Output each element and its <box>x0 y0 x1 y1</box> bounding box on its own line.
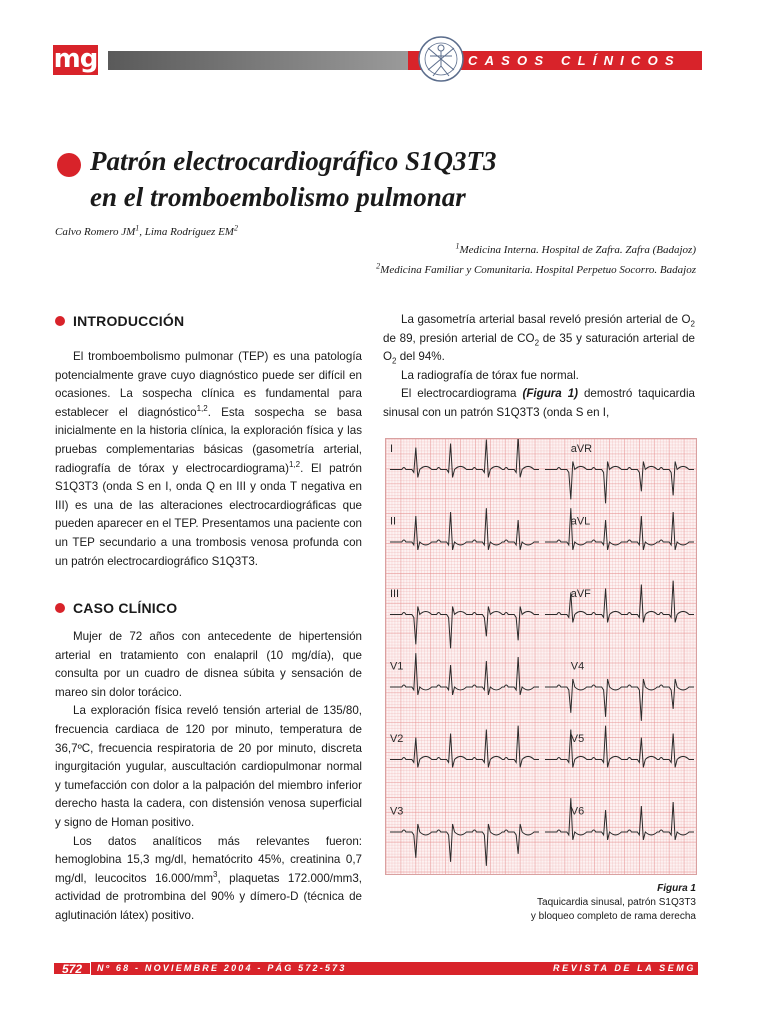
medical-emblem-icon <box>416 34 466 84</box>
paragraph: Mujer de 72 años con antecedente de hipertensión arterial en tratamiento con enalapril (10 mg/día), que consulta por un cuadro de disnea súbita y sensación de mareo sin dolor torácico. <box>55 630 362 699</box>
caption-line: Taquicardia sinusal, patrón S1Q3T3 <box>537 897 696 908</box>
figure-caption <box>531 882 696 924</box>
figure-title: Figura 1 <box>657 883 696 894</box>
caption-line: y bloqueo completo de rama derecha <box>530 911 696 922</box>
article-title <box>90 143 710 215</box>
ecg-lead-label: aVL <box>570 515 591 528</box>
title-line-1: Patrón electrocardiográfico S1Q3T3 <box>90 146 497 176</box>
right-column-text <box>383 311 695 423</box>
paragraph: Los datos analíticos más relevantes fueron: hemoglobina 15,3 mg/dl, hematócrito 45%, creatinina 0,7 mg/dl, leucocitos $16.000/mm^3$, plaquetas 172.000/mm3, actividad de protrombina del 90% y dímero-D (técnica de aglutinación látex) positivo. <box>55 834 362 922</box>
heading-introduccion: INTRODUCCIÓN <box>55 313 184 329</box>
section-label: CASOS CLÍNICOS <box>468 53 681 68</box>
ecg-lead-label: V3 <box>389 805 404 818</box>
journal-logo: mg <box>53 44 98 74</box>
ecg-lead-label: V4 <box>570 660 585 673</box>
paragraph: La gasometría arterial basal reveló presión arterial de $O_2$ de 89, presión arterial de $CO_2$ de 35 y saturación arterial de $O_2$ del 94%. <box>383 313 695 366</box>
affiliation-2: $^2$Medicina Familiar y Comunitaria. Hospital Perpetuo Socorro. Badajoz <box>376 261 696 276</box>
ecg-lead-label: V1 <box>389 660 404 673</box>
intro-text <box>55 348 362 571</box>
ecg-lead-label: III <box>389 587 400 600</box>
ecg-lead-label: V5 <box>570 732 585 745</box>
authors: Calvo Romero $JM^1$, Lima Rodríguez $EM^2$ <box>55 223 238 238</box>
header-bar-gradient <box>108 51 408 70</box>
heading-bullet <box>55 603 65 613</box>
ecg-lead-label: I <box>389 442 394 455</box>
ecg-lead-label: V2 <box>389 732 404 745</box>
title-bullet <box>57 153 81 177</box>
paragraph: La radiografía de tórax fue normal. <box>401 368 579 382</box>
paragraph: El tromboembolismo pulmonar (TEP) es una patología potencialmente grave cuyo diagnóstico puede ser difícil en ocasiones. La sospecha clínica es fundamental para establecer el diagnóstico$^{1,2}$. Esta sospecha se basa inicialmente en la historia clínica, la exploración física y las pruebas complementarias básicas (gasometría arterial, radiografía de tórax y electrocardiograma)$^{1,2}$. El patrón S1Q3T3 (onda S en I, onda Q en III y onda T negativa en III) es una de las alteraciones electrocardiográficas que pueden aparecer en el TEP. Presentamos una paciente con un TEP secundario a una trombosis venosa profunda con un patrón electrocardiográfico S1Q3T3. <box>55 350 362 568</box>
ecg-lead-label: V6 <box>570 805 585 818</box>
author-2: Lima Rodríguez EM <box>144 226 234 238</box>
figure-reference[interactable]: (Figura 1) <box>522 387 579 401</box>
heading-caso-clinico: CASO CLÍNICO <box>55 600 177 616</box>
heading-bullet <box>55 316 65 326</box>
affiliation-1: $^1$Medicina Interna. Hospital de Zafra. Zafra (Badajoz) <box>455 241 696 256</box>
ecg-lead-label: aVR <box>570 442 593 455</box>
ecg-figure <box>385 438 697 875</box>
paragraph: El electrocardiograma (Figura 1) demostró taquicardia sinusal con un patrón S1Q3T3 (onda S en I, <box>383 387 695 419</box>
author-1: Calvo Romero JM <box>55 226 136 238</box>
issue-info: Nº 68 - NOVIEMBRE 2004 - PÁG 572-573 <box>97 963 347 973</box>
paragraph: La exploración física reveló tensión arterial de 135/80, frecuencia cardiaca de 120 por minuto, temperatura de 36,7ºC, frecuencia respiratoria de 20 por minuto, discreta ingurgitación yugular, auscultación cardiopulmonar normal y tumefacción con dolor a la palpación del miembro inferior derecho hasta la cadera, con distensión venosa superficial y signo de Homan positivo. <box>55 704 362 829</box>
title-line-2: en el tromboembolismo pulmonar <box>90 182 466 212</box>
journal-name: REVISTA DE LA SEMG <box>553 963 696 973</box>
page-number: 572 <box>53 962 91 975</box>
ecg-lead-label: II <box>389 515 397 528</box>
ecg-lead-label: aVF <box>570 587 591 600</box>
caso-text <box>55 628 362 926</box>
